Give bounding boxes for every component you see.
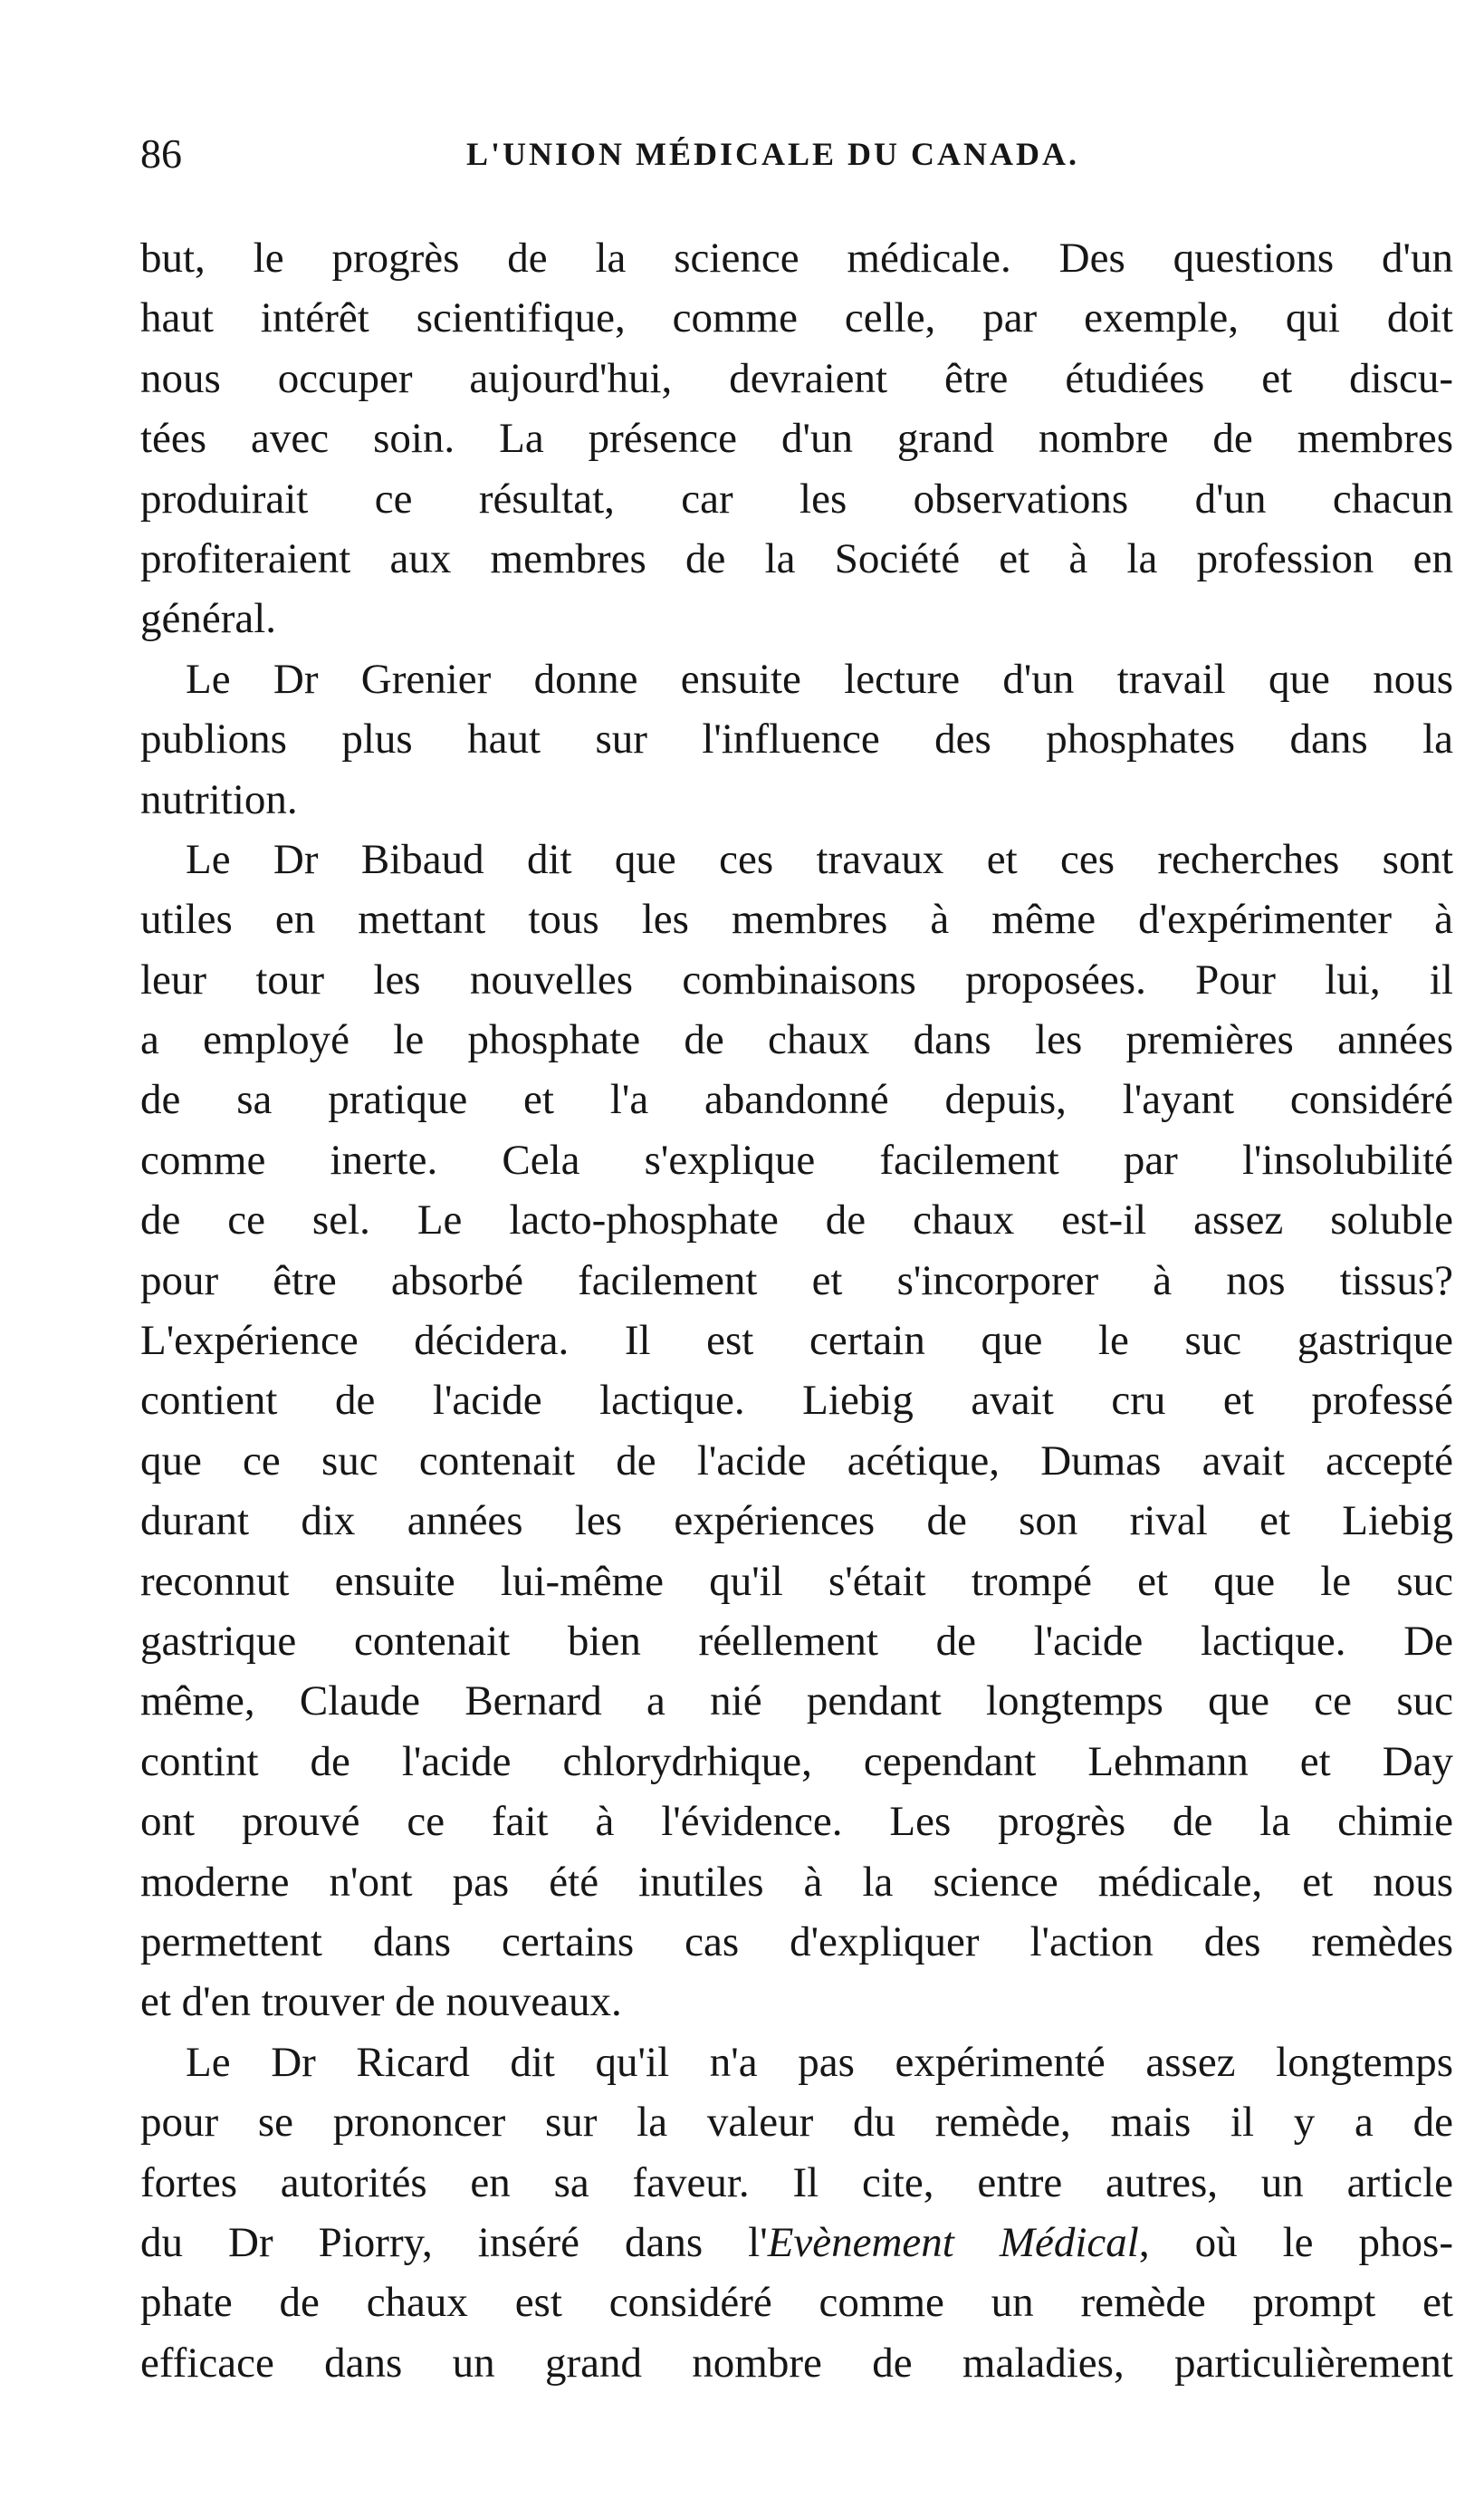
- text-line: nutrition.: [140, 775, 298, 823]
- text-line: comme inerte. Cela s'explique facilement par l'insolubilité: [140, 1136, 1453, 1184]
- text-line: de sa pratique et l'a abandonné depuis, l'ayant considéré: [140, 1076, 1453, 1124]
- text-segment: du Dr Piorry, inséré dans l': [140, 2218, 768, 2266]
- text-line: durant dix années les expériences de son rival et Liebig: [140, 1497, 1453, 1545]
- text-line: a employé le phosphate de chaux dans les premières années: [140, 1016, 1453, 1064]
- text-line: permettent dans certains cas d'expliquer l'action des remèdes: [140, 1917, 1453, 1965]
- italic-journal-name: Evènement Médical: [767, 2218, 1139, 2266]
- paragraph-start-line: Le Dr Bibaud dit que ces travaux et ces recherches sont: [186, 835, 1453, 883]
- text-line: efficace dans un grand nombre de maladies, particulièrement: [140, 2339, 1453, 2387]
- text-line: tées avec soin. La présence d'un grand nombre de membres: [140, 415, 1453, 463]
- body-text: [140, 228, 1453, 2393]
- text-line: général.: [140, 595, 277, 643]
- text-line: et d'en trouver de nouveaux.: [140, 1978, 622, 2026]
- text-line: contint de l'acide chlorydrhique, cependant Lehmann et Day: [140, 1737, 1453, 1785]
- text-line: profiteraient aux membres de la Société et à la profession en: [140, 534, 1453, 582]
- text-line: que ce suc contenait de l'acide acétique, Dumas avait accepté: [140, 1436, 1453, 1484]
- text-line: haut intérêt scientifique, comme celle, par exemple, qui doit: [140, 294, 1453, 342]
- text-line: de ce sel. Le lacto-phosphate de chaux est-il assez soluble: [140, 1196, 1453, 1244]
- text-line: fortes autorités en sa faveur. Il cite, entre autres, un article: [140, 2158, 1453, 2206]
- text-line: utiles en mettant tous les membres à même d'expérimenter à: [140, 896, 1453, 944]
- text-segment: , où le phos-: [1138, 2218, 1453, 2266]
- text-line: reconnut ensuite lui-même qu'il s'était trompé et que le suc: [140, 1557, 1453, 1605]
- text-line: pour se prononcer sur la valeur du remède, mais il y a de: [140, 2099, 1453, 2147]
- text-line: pour être absorbé facilement et s'incorporer à nos tissus?: [140, 1256, 1453, 1304]
- text-line: même, Claude Bernard a nié pendant longtemps que ce suc: [140, 1677, 1453, 1725]
- paragraph-start-line: Le Dr Grenier donne ensuite lecture d'un travail que nous: [186, 655, 1453, 703]
- text-line: phate de chaux est considéré comme un remède prompt et: [140, 2279, 1453, 2327]
- page-number: 86: [140, 130, 182, 177]
- text-line: L'expérience décidera. Il est certain que le suc gastrique: [140, 1317, 1453, 1365]
- text-line: moderne n'ont pas été inutiles à la science médicale, et nous: [140, 1858, 1453, 1906]
- text-line: ont prouvé ce fait à l'évidence. Les progrès de la chimie: [140, 1798, 1453, 1846]
- paragraph-start-line: Le Dr Ricard dit qu'il n'a pas expérimenté assez longtemps: [186, 2038, 1453, 2086]
- text-line-with-italic: [140, 2213, 1453, 2272]
- journal-title: L'UNION MÉDICALE DU CANADA.: [466, 136, 1080, 172]
- running-head: [140, 122, 1453, 186]
- text-line: nous occuper aujourd'hui, devraient être étudiées et discu-: [140, 354, 1453, 402]
- text-line: leur tour les nouvelles combinaisons proposées. Pour lui, il: [140, 956, 1453, 1004]
- text-line: gastrique contenait bien réellement de l'acide lactique. De: [140, 1617, 1453, 1665]
- text-line: publions plus haut sur l'influence des phosphates dans la: [140, 716, 1453, 764]
- text-line: contient de l'acide lactique. Liebig avait cru et professé: [140, 1377, 1453, 1425]
- text-line: but, le progrès de la science médicale. Des questions d'un: [140, 235, 1453, 282]
- text-line: produirait ce résultat, car les observations d'un chacun: [140, 475, 1453, 523]
